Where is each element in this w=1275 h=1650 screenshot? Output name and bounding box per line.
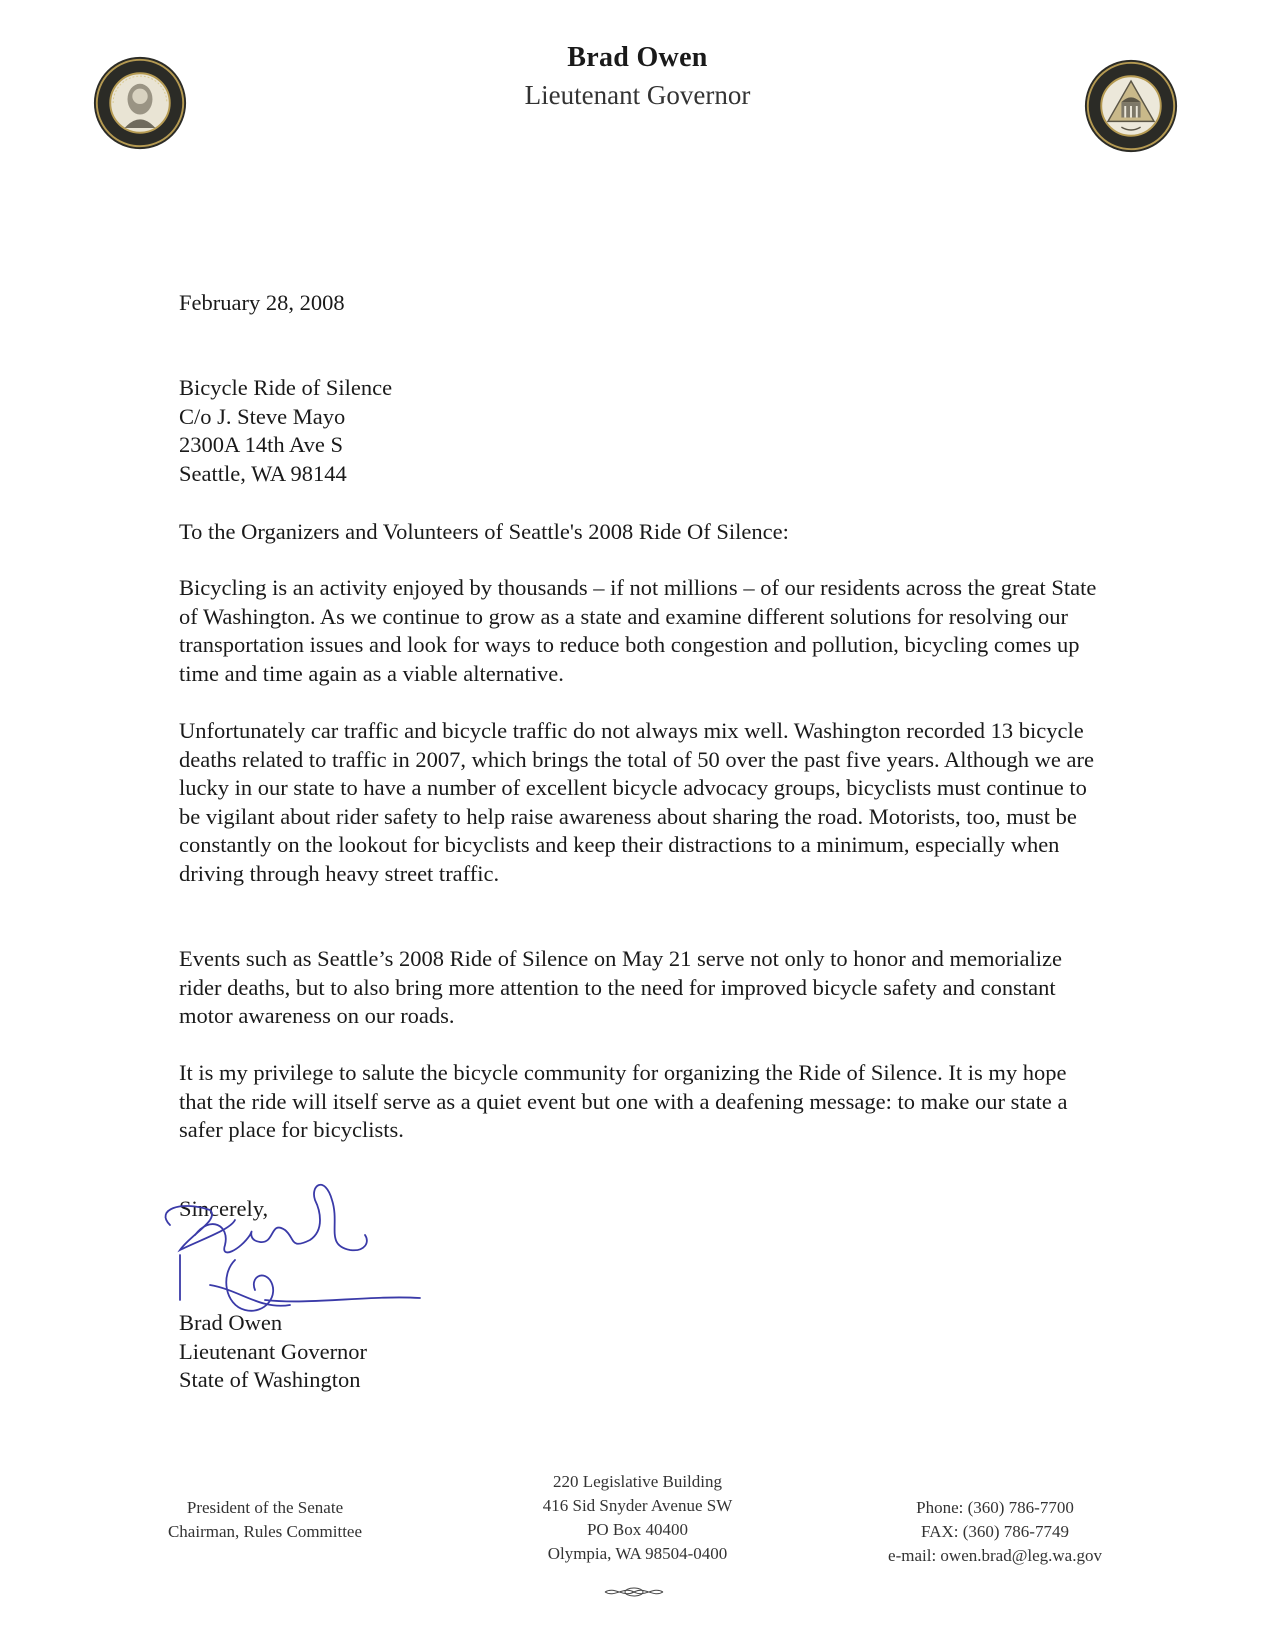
letterhead-title: Lieutenant Governor <box>524 80 751 110</box>
body-paragraph-3: Events such as Seattle’s 2008 Ride of Silence on May 21 serve not only to honor and memorialize rider deaths, but to also bring more attention to the need for improved bicycle safety and constant motor awareness on our roads. <box>179 946 1062 1028</box>
footer-left-line-1: President of the Senate <box>186 1498 344 1517</box>
body-paragraph-4: It is my privilege to salute the bicycle community for organizing the Ride of Silence. It is my hope that the ride will itself serve as a quiet event but one with a deafening message: to make our state a safer place for bicyclists. <box>179 1060 1068 1142</box>
footer-center-line-1: 220 Legislative Building <box>552 1472 723 1491</box>
recipient-line-4: Seattle, WA 98144 <box>179 460 347 486</box>
salutation: To the Organizers and Volunteers of Seattle's 2008 Ride Of Silence: <box>179 519 789 544</box>
footer-center-line-3: PO Box 40400 <box>586 1520 689 1539</box>
footer-address <box>510 1470 765 1566</box>
footer-left-line-2: Chairman, Rules Committee <box>167 1522 363 1541</box>
signer-name: Brad Owen <box>179 1310 283 1335</box>
letter-date: February 28, 2008 <box>179 290 345 315</box>
closing: Sincerely, <box>179 1196 269 1221</box>
recipient-address <box>179 374 1099 488</box>
footer-ornament-icon <box>603 1584 665 1600</box>
recipient-line-3: 2300A 14th Ave S <box>179 432 343 457</box>
signer-state: State of Washington <box>179 1367 361 1392</box>
footer-center-line-2: 416 Sid Snyder Avenue SW <box>542 1496 733 1515</box>
footer-contact <box>870 1496 1120 1568</box>
footer-email: e-mail: owen.brad@leg.wa.gov <box>888 1546 1102 1565</box>
footer-center-line-4: Olympia, WA 98504-0400 <box>547 1544 728 1563</box>
footer-fax: FAX: (360) 786-7749 <box>921 1522 1069 1541</box>
body-paragraph-1: Bicycling is an activity enjoyed by thousands – if not millions – of our residents across the great State of Washington. As we continue to grow as a state and examine different solutions for resolving our transportation issues and look for ways to reduce both congestion and pollution, bicycling comes up time and time again as a viable alternative. <box>179 575 1097 686</box>
recipient-line-2: C/o J. Steve Mayo <box>179 403 346 429</box>
signer-title: Lieutenant Governor <box>179 1338 368 1364</box>
letterhead-name: Brad Owen <box>567 42 708 73</box>
body-paragraph-2: Unfortunately car traffic and bicycle traffic do not always mix well. Washington recorded 13 bicycle deaths related to traffic in 2007, which brings the total of 50 over the past five years. Although we are lucky in our state to have a number of excellent bicycle advocacy groups, bicyclists must continue to be vigilant about rider safety to help raise awareness about sharing the road. Motorists, too, must be constantly on the lookout for bicyclists and keep their distractions to a minimum, especially when driving through heavy street traffic. <box>179 718 1094 886</box>
recipient-line-1: Bicycle Ride of Silence <box>179 375 393 400</box>
footer-roles <box>150 1496 380 1544</box>
signature-block <box>179 1309 367 1395</box>
footer-phone: Phone: (360) 786-7700 <box>916 1498 1074 1517</box>
